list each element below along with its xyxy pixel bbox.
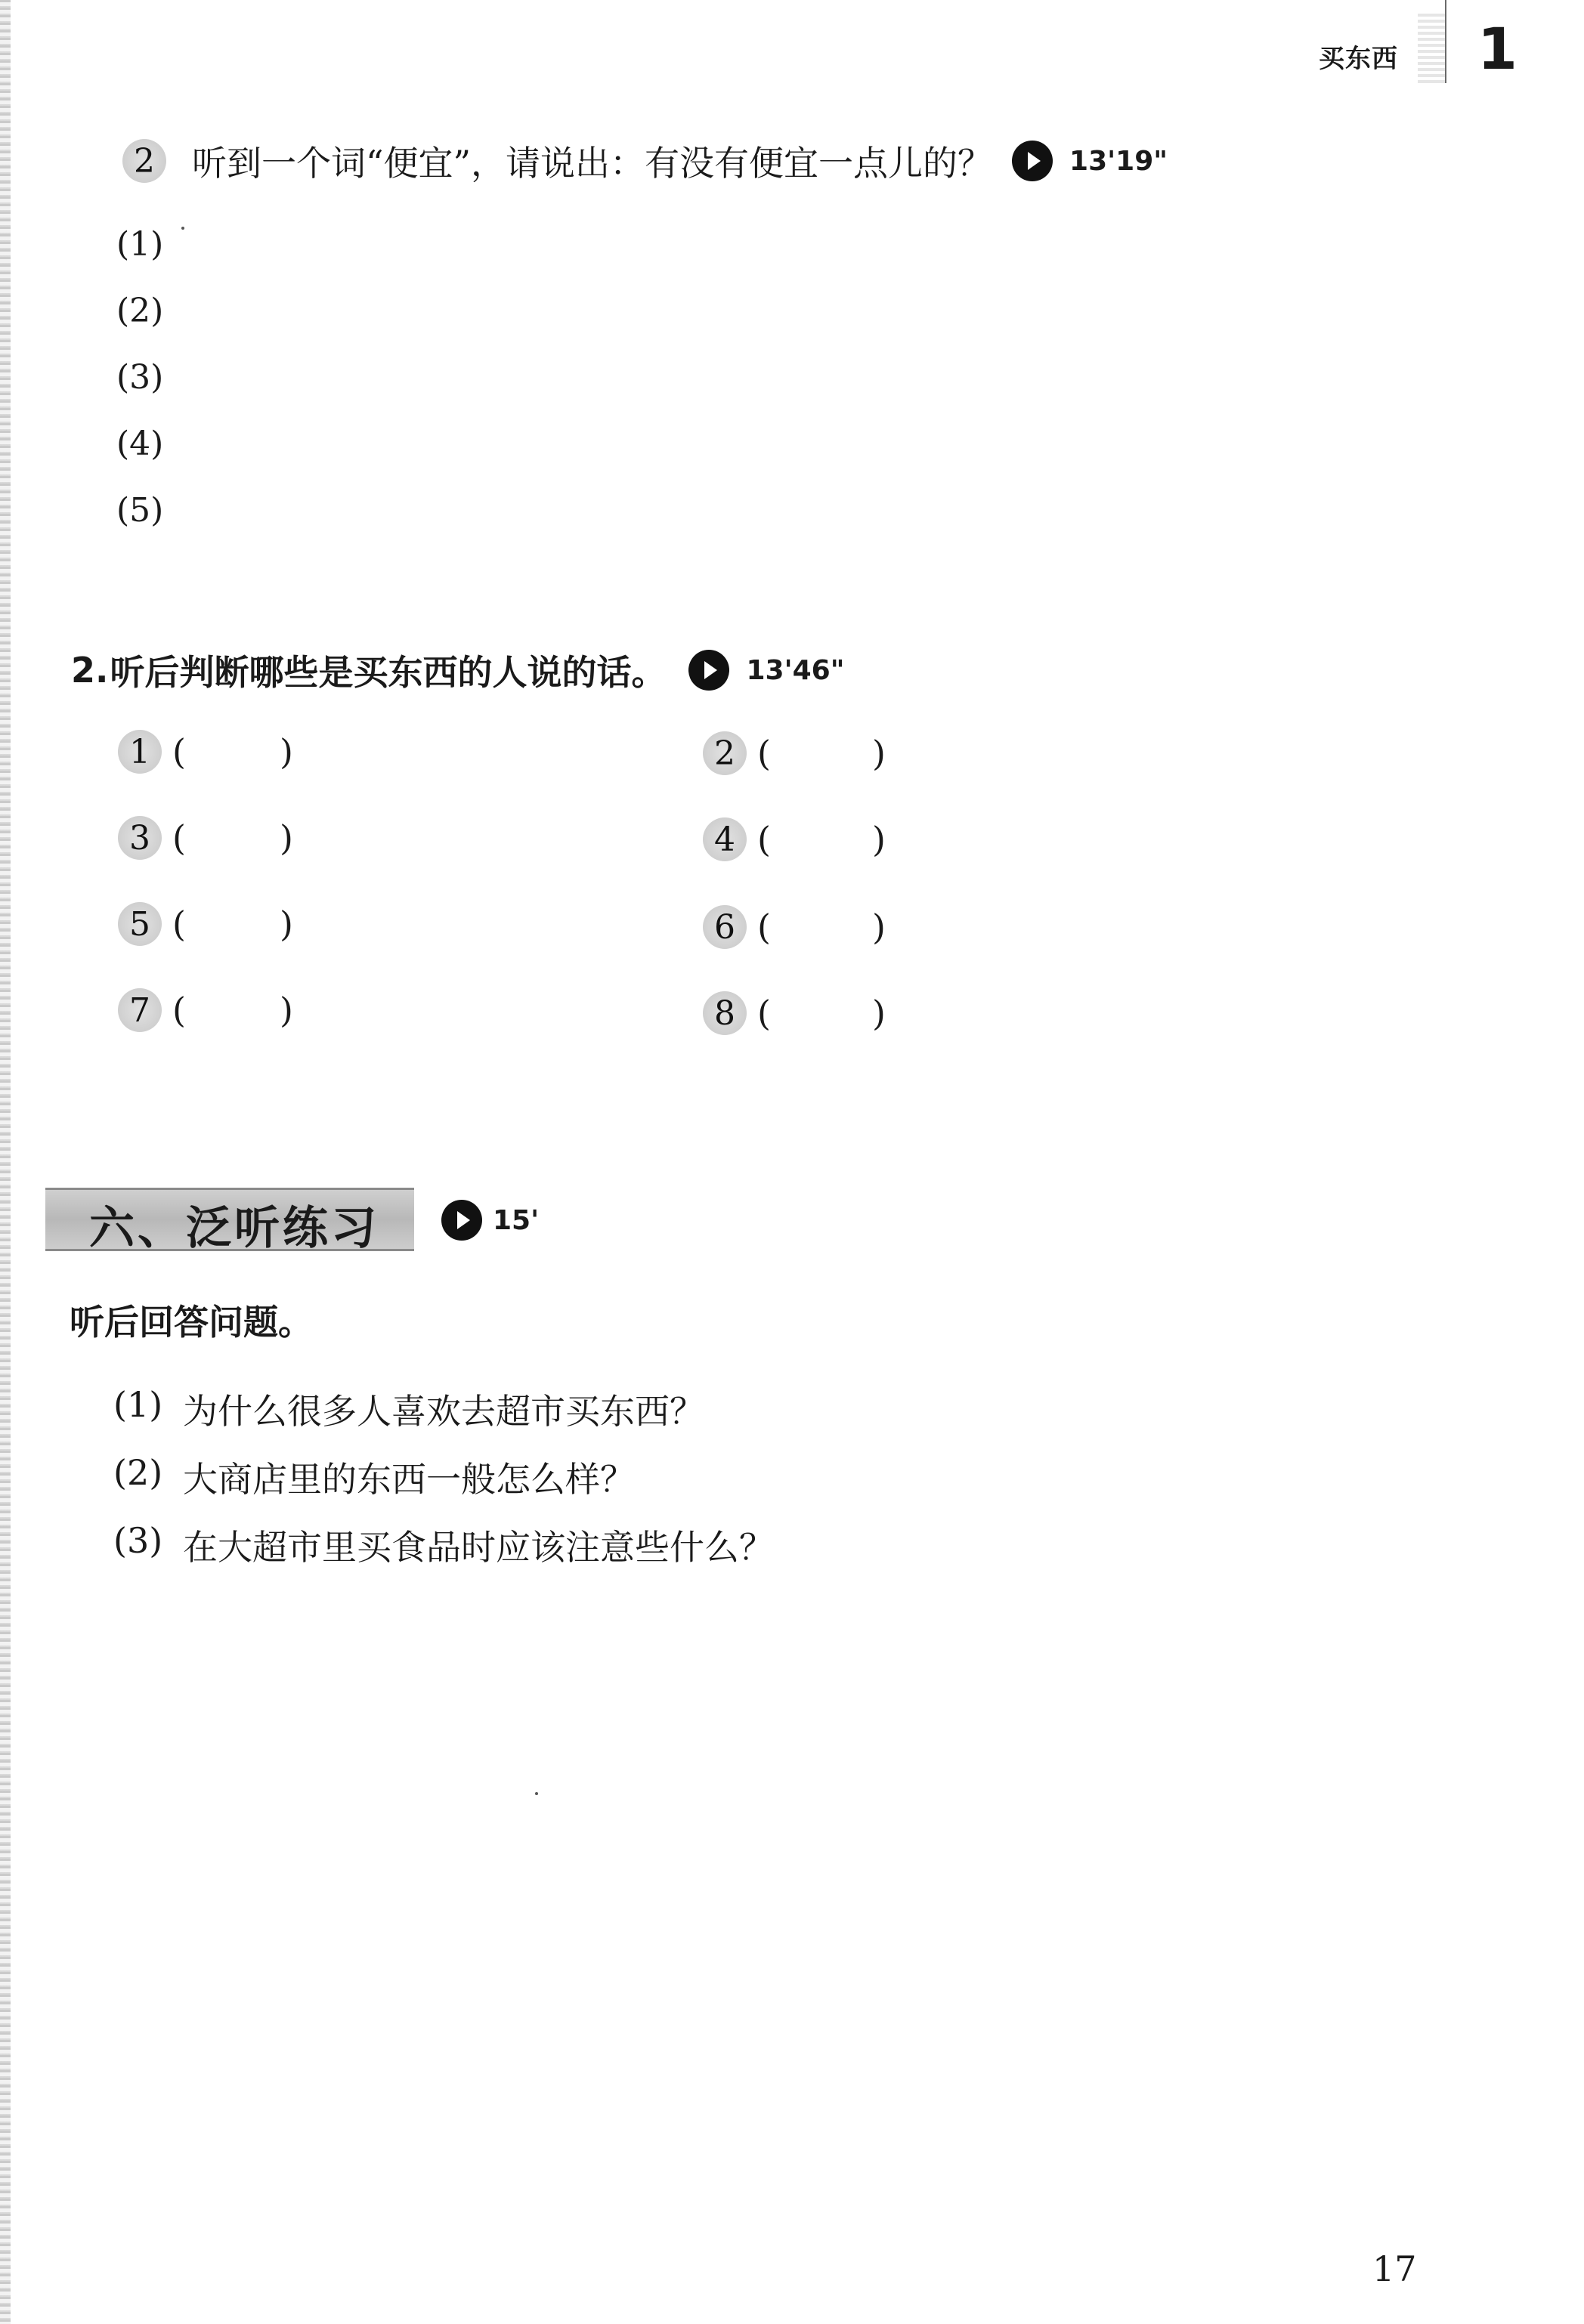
- item-number: 6: [703, 905, 747, 949]
- answer-paren-open: (: [757, 993, 771, 1034]
- answer-paren-close: ): [871, 907, 886, 947]
- answer-paren-close: ): [279, 731, 293, 772]
- question-text: 为什么很多人喜欢去超市买东西？: [183, 1391, 704, 1432]
- exercise-number: 2: [122, 139, 166, 183]
- question-text: 大商店里的东西一般怎么样？: [183, 1459, 635, 1500]
- header-title: 买东西: [1319, 44, 1398, 74]
- audio-time: 13'46": [746, 654, 845, 686]
- speck: [535, 1792, 538, 1795]
- answer-blank-label: (5): [116, 491, 164, 530]
- question-item: [113, 1384, 704, 1434]
- answer-paren-open: (: [757, 907, 771, 947]
- answer-paren-open: (: [172, 817, 186, 858]
- question-item: [113, 1520, 774, 1570]
- judgment-item: [703, 817, 886, 861]
- audio-marker[interactable]: [441, 1200, 539, 1241]
- judgment-item: [703, 905, 886, 949]
- question-item: [113, 1452, 635, 1502]
- answer-blank-label: (4): [116, 425, 164, 463]
- audio-time: 15': [493, 1204, 540, 1236]
- answer-paren-close: ): [871, 733, 886, 774]
- header-decoration: [1418, 14, 1445, 83]
- play-icon[interactable]: [441, 1200, 482, 1241]
- question-number: (1): [113, 1384, 163, 1425]
- audio-marker[interactable]: [1012, 141, 1168, 181]
- answer-paren-close: ): [871, 819, 886, 860]
- answer-paren-open: (: [172, 904, 186, 944]
- answer-paren-open: (: [172, 990, 186, 1031]
- page-edge-shadow: [0, 0, 11, 2324]
- section-instruction: 听后回答问题。: [70, 1302, 313, 1343]
- item-number: 2: [703, 731, 747, 775]
- audio-time: 13'19": [1069, 145, 1168, 177]
- answer-paren-close: ): [279, 817, 293, 858]
- item-number: 7: [118, 988, 162, 1032]
- answer-blank-label: (1): [116, 225, 164, 264]
- answer-paren-open: (: [757, 819, 771, 860]
- audio-marker[interactable]: [688, 650, 844, 691]
- question-number: (2): [113, 1452, 163, 1493]
- section-title: 六、泛听练习: [89, 1202, 379, 1255]
- judgment-item: [118, 730, 293, 774]
- answer-blank-label: (2): [116, 292, 164, 330]
- answer-paren-close: ): [871, 993, 886, 1034]
- answer-blank-label: (3): [116, 358, 164, 397]
- item-number: 4: [703, 817, 747, 861]
- answer-paren-close: ): [279, 990, 293, 1031]
- unit-number: 1: [1477, 15, 1517, 82]
- answer-paren-close: ): [279, 904, 293, 944]
- exercise-prompt: 听到一个词“便宜”，请说出：有没有便宜一点儿的？: [192, 143, 993, 184]
- answer-paren-open: (: [172, 731, 186, 772]
- exercise-heading: [122, 136, 1168, 186]
- judgment-item: [703, 991, 886, 1035]
- speck: [181, 227, 184, 230]
- question-text: 在大超市里买食品时应该注意些什么？: [183, 1527, 774, 1568]
- judgment-item: [703, 731, 886, 775]
- task-heading: [71, 645, 844, 695]
- judgment-item: [118, 988, 293, 1032]
- play-icon[interactable]: [688, 650, 729, 691]
- judgment-item: [118, 902, 293, 946]
- judgment-item: [118, 816, 293, 860]
- page-number: 17: [1372, 2248, 1417, 2289]
- task-prompt: 听后判断哪些是买东西的人说的话。: [110, 652, 667, 693]
- play-icon[interactable]: [1012, 141, 1053, 181]
- task-number: 2.: [71, 650, 109, 691]
- item-number: 5: [118, 902, 162, 946]
- question-number: (3): [113, 1520, 163, 1561]
- answer-paren-open: (: [757, 733, 771, 774]
- header-divider: [1445, 0, 1446, 83]
- item-number: 3: [118, 816, 162, 860]
- item-number: 1: [118, 730, 162, 774]
- item-number: 8: [703, 991, 747, 1035]
